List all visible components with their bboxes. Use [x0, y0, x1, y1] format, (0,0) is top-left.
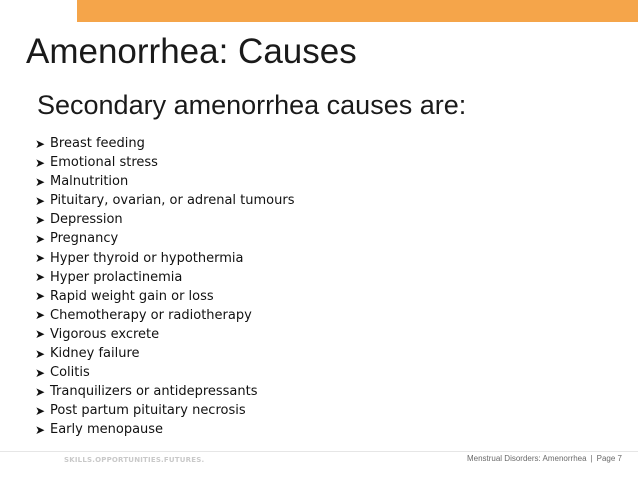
footer-divider [0, 451, 638, 452]
list-item [35, 344, 295, 363]
list-item [35, 229, 295, 248]
footer-caption [467, 454, 622, 463]
list-item-label: Hyper prolactinemia [50, 269, 183, 285]
list-item [35, 382, 295, 401]
footer-brand-logo: SKILLS.OPPORTUNITIES.FUTURES. [64, 456, 205, 464]
list-item [35, 268, 295, 287]
list-item [35, 287, 295, 306]
list-item [35, 210, 295, 229]
checkmark-arrow-icon: ➤ [35, 232, 46, 247]
checkmark-arrow-icon: ➤ [35, 308, 46, 323]
causes-list [35, 134, 295, 440]
list-item-label: Pregnancy [50, 231, 119, 247]
list-item-label: Depression [50, 212, 123, 228]
footer-course-title: Menstrual Disorders: Amenorrhea [466, 454, 587, 463]
footer-separator: | [590, 454, 593, 463]
list-item-label: Vigorous excrete [50, 326, 160, 342]
checkmark-arrow-icon: ➤ [35, 155, 46, 170]
list-item-label: Colitis [50, 365, 90, 381]
list-item-label: Hyper thyroid or hypothermia [50, 250, 244, 266]
checkmark-arrow-icon: ➤ [35, 384, 46, 399]
slide-title: Amenorrhea: Causes [26, 32, 357, 71]
checkmark-arrow-icon: ➤ [35, 346, 46, 361]
footer-page-number: Page 7 [596, 454, 622, 463]
list-item-label: Malnutrition [50, 174, 129, 190]
list-item [35, 325, 295, 344]
list-item [35, 172, 295, 191]
checkmark-arrow-icon: ➤ [35, 251, 46, 266]
checkmark-arrow-icon: ➤ [35, 422, 46, 437]
list-item-label: Breast feeding [50, 136, 145, 151]
list-item [35, 249, 295, 268]
list-item [35, 420, 295, 439]
list-item-label: Early menopause [50, 422, 164, 438]
checkmark-arrow-icon: ➤ [35, 193, 46, 208]
slide-subtitle: Secondary amenorrhea causes are: [37, 90, 467, 120]
list-item-label: Post partum pituitary necrosis [50, 403, 246, 419]
checkmark-arrow-icon: ➤ [35, 136, 46, 151]
list-item-label: Pituitary, ovarian, or adrenal tumours [50, 193, 295, 209]
list-item [35, 191, 295, 210]
list-item-label: Emotional stress [50, 155, 158, 171]
list-item [35, 363, 295, 382]
list-item-label: Kidney failure [50, 346, 140, 362]
checkmark-arrow-icon: ➤ [35, 365, 46, 380]
list-item [35, 134, 295, 153]
checkmark-arrow-icon: ➤ [35, 403, 46, 418]
list-item [35, 153, 295, 172]
checkmark-arrow-icon: ➤ [35, 289, 46, 304]
checkmark-arrow-icon: ➤ [35, 212, 46, 227]
checkmark-arrow-icon: ➤ [35, 327, 46, 342]
checkmark-arrow-icon: ➤ [35, 270, 46, 285]
list-item [35, 401, 295, 420]
checkmark-arrow-icon: ➤ [35, 174, 46, 189]
list-item [35, 306, 295, 325]
list-item-label: Chemotherapy or radiotherapy [50, 307, 252, 323]
list-item-label: Rapid weight gain or loss [50, 288, 214, 304]
top-accent-bar [77, 0, 638, 22]
list-item-label: Tranquilizers or antidepressants [50, 384, 258, 400]
